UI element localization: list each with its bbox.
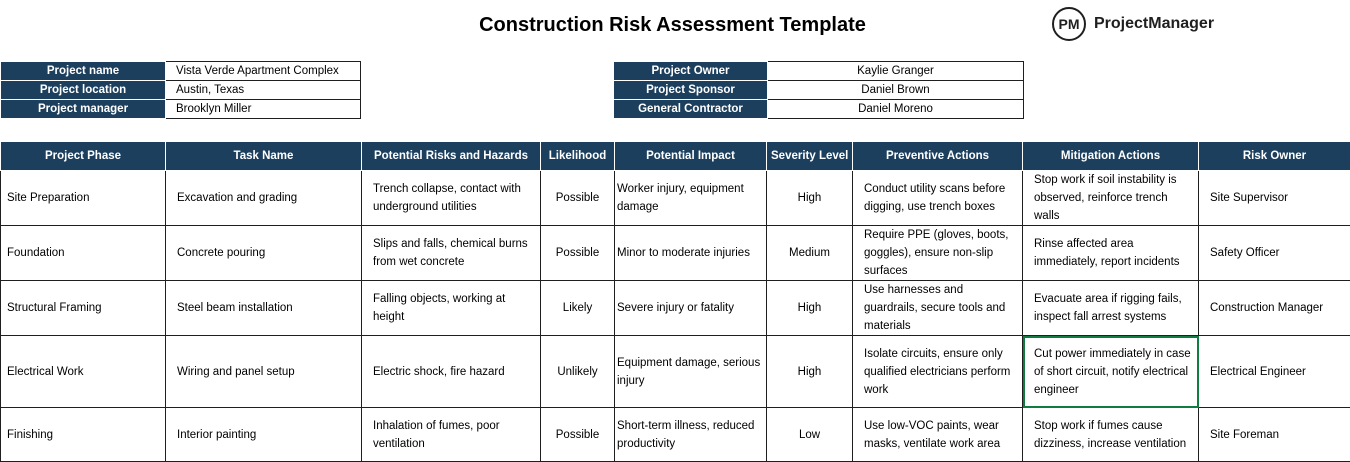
phase-cell[interactable]: Finishing xyxy=(1,408,166,462)
severity-cell[interactable]: High xyxy=(767,281,853,336)
mitigation-cell-selected[interactable]: Cut power immediately in case of short circuit, notify electrical engineer xyxy=(1023,336,1199,408)
table-header-row xyxy=(1,142,1350,171)
header-potential-risks[interactable]: Potential Risks and Hazards xyxy=(362,142,541,171)
phase-cell[interactable]: Structural Framing xyxy=(1,281,166,336)
preventive-cell[interactable]: Use harnesses and guardrails, secure tools and materials xyxy=(853,281,1023,336)
mitigation-cell[interactable]: Stop work if soil instability is observed, reinforce trench walls xyxy=(1023,171,1199,226)
phase-cell[interactable]: Site Preparation xyxy=(1,171,166,226)
impact-cell[interactable]: Minor to moderate injuries xyxy=(615,226,767,281)
risk-assessment-table xyxy=(0,141,1350,462)
severity-cell[interactable]: High xyxy=(767,171,853,226)
severity-cell[interactable]: Medium xyxy=(767,226,853,281)
header-risk-owner[interactable]: Risk Owner xyxy=(1199,142,1350,171)
table-row xyxy=(1,226,1350,281)
project-owner-label: Project Owner xyxy=(614,62,768,81)
project-info-left xyxy=(0,61,361,119)
owner-cell[interactable]: Safety Officer xyxy=(1199,226,1350,281)
owner-cell[interactable]: Electrical Engineer xyxy=(1199,336,1350,408)
impact-cell[interactable]: Worker injury, equipment damage xyxy=(615,171,767,226)
table-row xyxy=(1,336,1350,408)
logo-name: ProjectManager xyxy=(1094,15,1214,33)
severity-cell[interactable]: Low xyxy=(767,408,853,462)
info-row-project-sponsor xyxy=(614,81,1024,100)
project-sponsor-cell[interactable]: Daniel Brown xyxy=(768,81,1024,100)
header-preventive-actions[interactable]: Preventive Actions xyxy=(853,142,1023,171)
owner-cell[interactable]: Construction Manager xyxy=(1199,281,1350,336)
info-row-general-contractor xyxy=(614,100,1024,119)
project-location-label: Project location xyxy=(1,81,166,100)
info-row-project-name xyxy=(1,62,361,81)
impact-cell[interactable]: Severe injury or fatality xyxy=(615,281,767,336)
likelihood-cell[interactable]: Possible xyxy=(541,171,615,226)
pm-logo-icon: PM xyxy=(1052,7,1086,41)
table-row xyxy=(1,281,1350,336)
page-title: Construction Risk Assessment Template xyxy=(0,14,1345,37)
project-location-cell[interactable]: Austin, Texas xyxy=(166,81,361,100)
table-row xyxy=(1,408,1350,462)
preventive-cell[interactable]: Conduct utility scans before digging, use trench boxes xyxy=(853,171,1023,226)
header-severity-level[interactable]: Severity Level xyxy=(767,142,853,171)
general-contractor-cell[interactable]: Daniel Moreno xyxy=(768,100,1024,119)
preventive-cell[interactable]: Require PPE (gloves, boots, goggles), ensure non-slip surfaces xyxy=(853,226,1023,281)
severity-cell[interactable]: High xyxy=(767,336,853,408)
likelihood-cell[interactable]: Possible xyxy=(541,226,615,281)
info-row-project-location xyxy=(1,81,361,100)
owner-cell[interactable]: Site Foreman xyxy=(1199,408,1350,462)
task-cell[interactable]: Steel beam installation xyxy=(166,281,362,336)
risks-cell[interactable]: Inhalation of fumes, poor ventilation xyxy=(362,408,541,462)
impact-cell[interactable]: Short-term illness, reduced productivity xyxy=(615,408,767,462)
phase-cell[interactable]: Foundation xyxy=(1,226,166,281)
info-row-project-manager xyxy=(1,100,361,119)
preventive-cell[interactable]: Isolate circuits, ensure only qualified electricians perform work xyxy=(853,336,1023,408)
task-cell[interactable]: Wiring and panel setup xyxy=(166,336,362,408)
project-owner-cell[interactable]: Kaylie Granger xyxy=(768,62,1024,81)
mitigation-cell[interactable]: Evacuate area if rigging fails, inspect fall arrest systems xyxy=(1023,281,1199,336)
project-manager-label: Project manager xyxy=(1,100,166,119)
risks-cell[interactable]: Slips and falls, chemical burns from wet concrete xyxy=(362,226,541,281)
likelihood-cell[interactable]: Likely xyxy=(541,281,615,336)
header-mitigation-actions[interactable]: Mitigation Actions xyxy=(1023,142,1199,171)
risks-cell[interactable]: Electric shock, fire hazard xyxy=(362,336,541,408)
task-cell[interactable]: Interior painting xyxy=(166,408,362,462)
risks-cell[interactable]: Falling objects, working at height xyxy=(362,281,541,336)
mitigation-cell[interactable]: Rinse affected area immediately, report incidents xyxy=(1023,226,1199,281)
project-name-label: Project name xyxy=(1,62,166,81)
header-project-phase[interactable]: Project Phase xyxy=(1,142,166,171)
table-row xyxy=(1,171,1350,226)
header-task-name[interactable]: Task Name xyxy=(166,142,362,171)
info-row-project-owner xyxy=(614,62,1024,81)
mitigation-cell[interactable]: Stop work if fumes cause dizziness, increase ventilation xyxy=(1023,408,1199,462)
owner-cell[interactable]: Site Supervisor xyxy=(1199,171,1350,226)
preventive-cell[interactable]: Use low-VOC paints, wear masks, ventilate work area xyxy=(853,408,1023,462)
project-manager-cell[interactable]: Brooklyn Miller xyxy=(166,100,361,119)
likelihood-cell[interactable]: Possible xyxy=(541,408,615,462)
project-info-right xyxy=(613,61,1024,119)
project-sponsor-label: Project Sponsor xyxy=(614,81,768,100)
task-cell[interactable]: Excavation and grading xyxy=(166,171,362,226)
likelihood-cell[interactable]: Unlikely xyxy=(541,336,615,408)
phase-cell[interactable]: Electrical Work xyxy=(1,336,166,408)
header-potential-impact[interactable]: Potential Impact xyxy=(615,142,767,171)
project-name-cell[interactable]: Vista Verde Apartment Complex xyxy=(166,62,361,81)
task-cell[interactable]: Concrete pouring xyxy=(166,226,362,281)
risks-cell[interactable]: Trench collapse, contact with underground utilities xyxy=(362,171,541,226)
header-likelihood[interactable]: Likelihood xyxy=(541,142,615,171)
general-contractor-label: General Contractor xyxy=(614,100,768,119)
projectmanager-logo[interactable] xyxy=(1052,6,1214,42)
impact-cell[interactable]: Equipment damage, serious injury xyxy=(615,336,767,408)
